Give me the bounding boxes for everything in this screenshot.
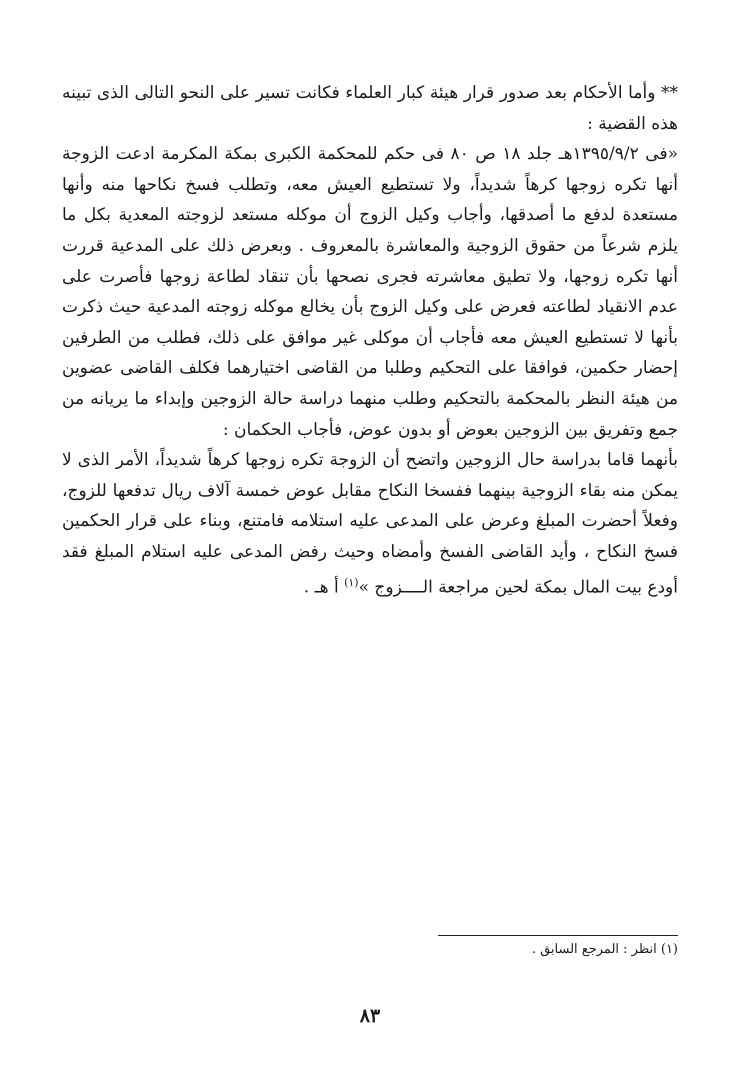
footnote-text: (١) انظر : المرجع السابق . [531,942,678,957]
paragraph-case-record-text: «فى ١٣٩٥/٩/٢هـ جلد ١٨ ص ٨٠ فى حكم للمحكمة الكبرى بمكة المكرمة ادعت الزوجة أنها تكره زوجها كرهاً شديداً، ولا تستطيع العيش معه، وتطلب فسخ نكاحها منه وأنها مستعدة لدفع ما أصدقها، وأجاب وكيل الزوج أن موكله مستعد لزوجته المعدية بكل ما يلزم شرعاً من حقوق الزوجية والمعاشرة بالمعروف . وبعرض ذلك على المدعية قررت أنها تكره زوجها، ولا تطيق معاشرته فجرى نصحها بأن تنقاد لطاعة زوجها فأصرت على عدم الانقياد لطاعته فعرض على وكيل الزوج بأن يخالع موكله زوجته المدعية حيث ذكرت بأنها لا تستطيع العيش معه فأجاب أن موكلى غير موافق على ذلك، فطلب من الطرفين إحضار حكمين، فوافقا على التحكيم وطلبا من القاضى اختيارهما فكلف القاضى عضوين من هيئة النظر بالمحكمة بالتحكيم وطلب منهما دراسة حالة الزوجين وإبداء ما يريانه من جمع وتفريق بين الزوجين بعوض أو بدون عوض، فأجاب الحكمان : [62,144,678,440]
body-text [62,78,678,603]
footnote-divider [438,935,678,936]
paragraph-case-record [62,139,678,445]
paragraph-intro-text: ** وأما الأحكام بعد صدور قرار هيئة كبار العلماء فكانت تسير على النحو التالى الذى تبينه هذه القضية : [62,83,678,134]
paragraph-end-mark: أ هـ . [303,577,345,598]
page-number: ٨٣ [359,1005,381,1027]
paragraph-arbiters-answer [62,445,678,603]
footnote-reference: (١) [344,575,359,589]
paragraph-intro [62,78,678,139]
footnote [532,941,678,959]
paragraph-arbiters-answer-text: بأنهما قاما بدراسة حال الزوجين واتضح أن الزوجة تكره زوجها كرهاً شديداً، الأمر الذى لا يمكن منه بقاء الزوجية بينهما ففسخا النكاح مقابل عوض خمسة آلاف ريال تدفعها للزوج، وفعلاً أحضرت المبلغ وعرض على المدعى عليه استلامه فامتنع، وبناء على قرار الحكمين فسخ النكاح ، وأيد القاضى الفسخ وأمضاه وحيث رفض المدعى عليه استلام المبلغ فقد أودع بيت المال بمكة لحين مراجعة الــــزوج » [62,450,678,598]
